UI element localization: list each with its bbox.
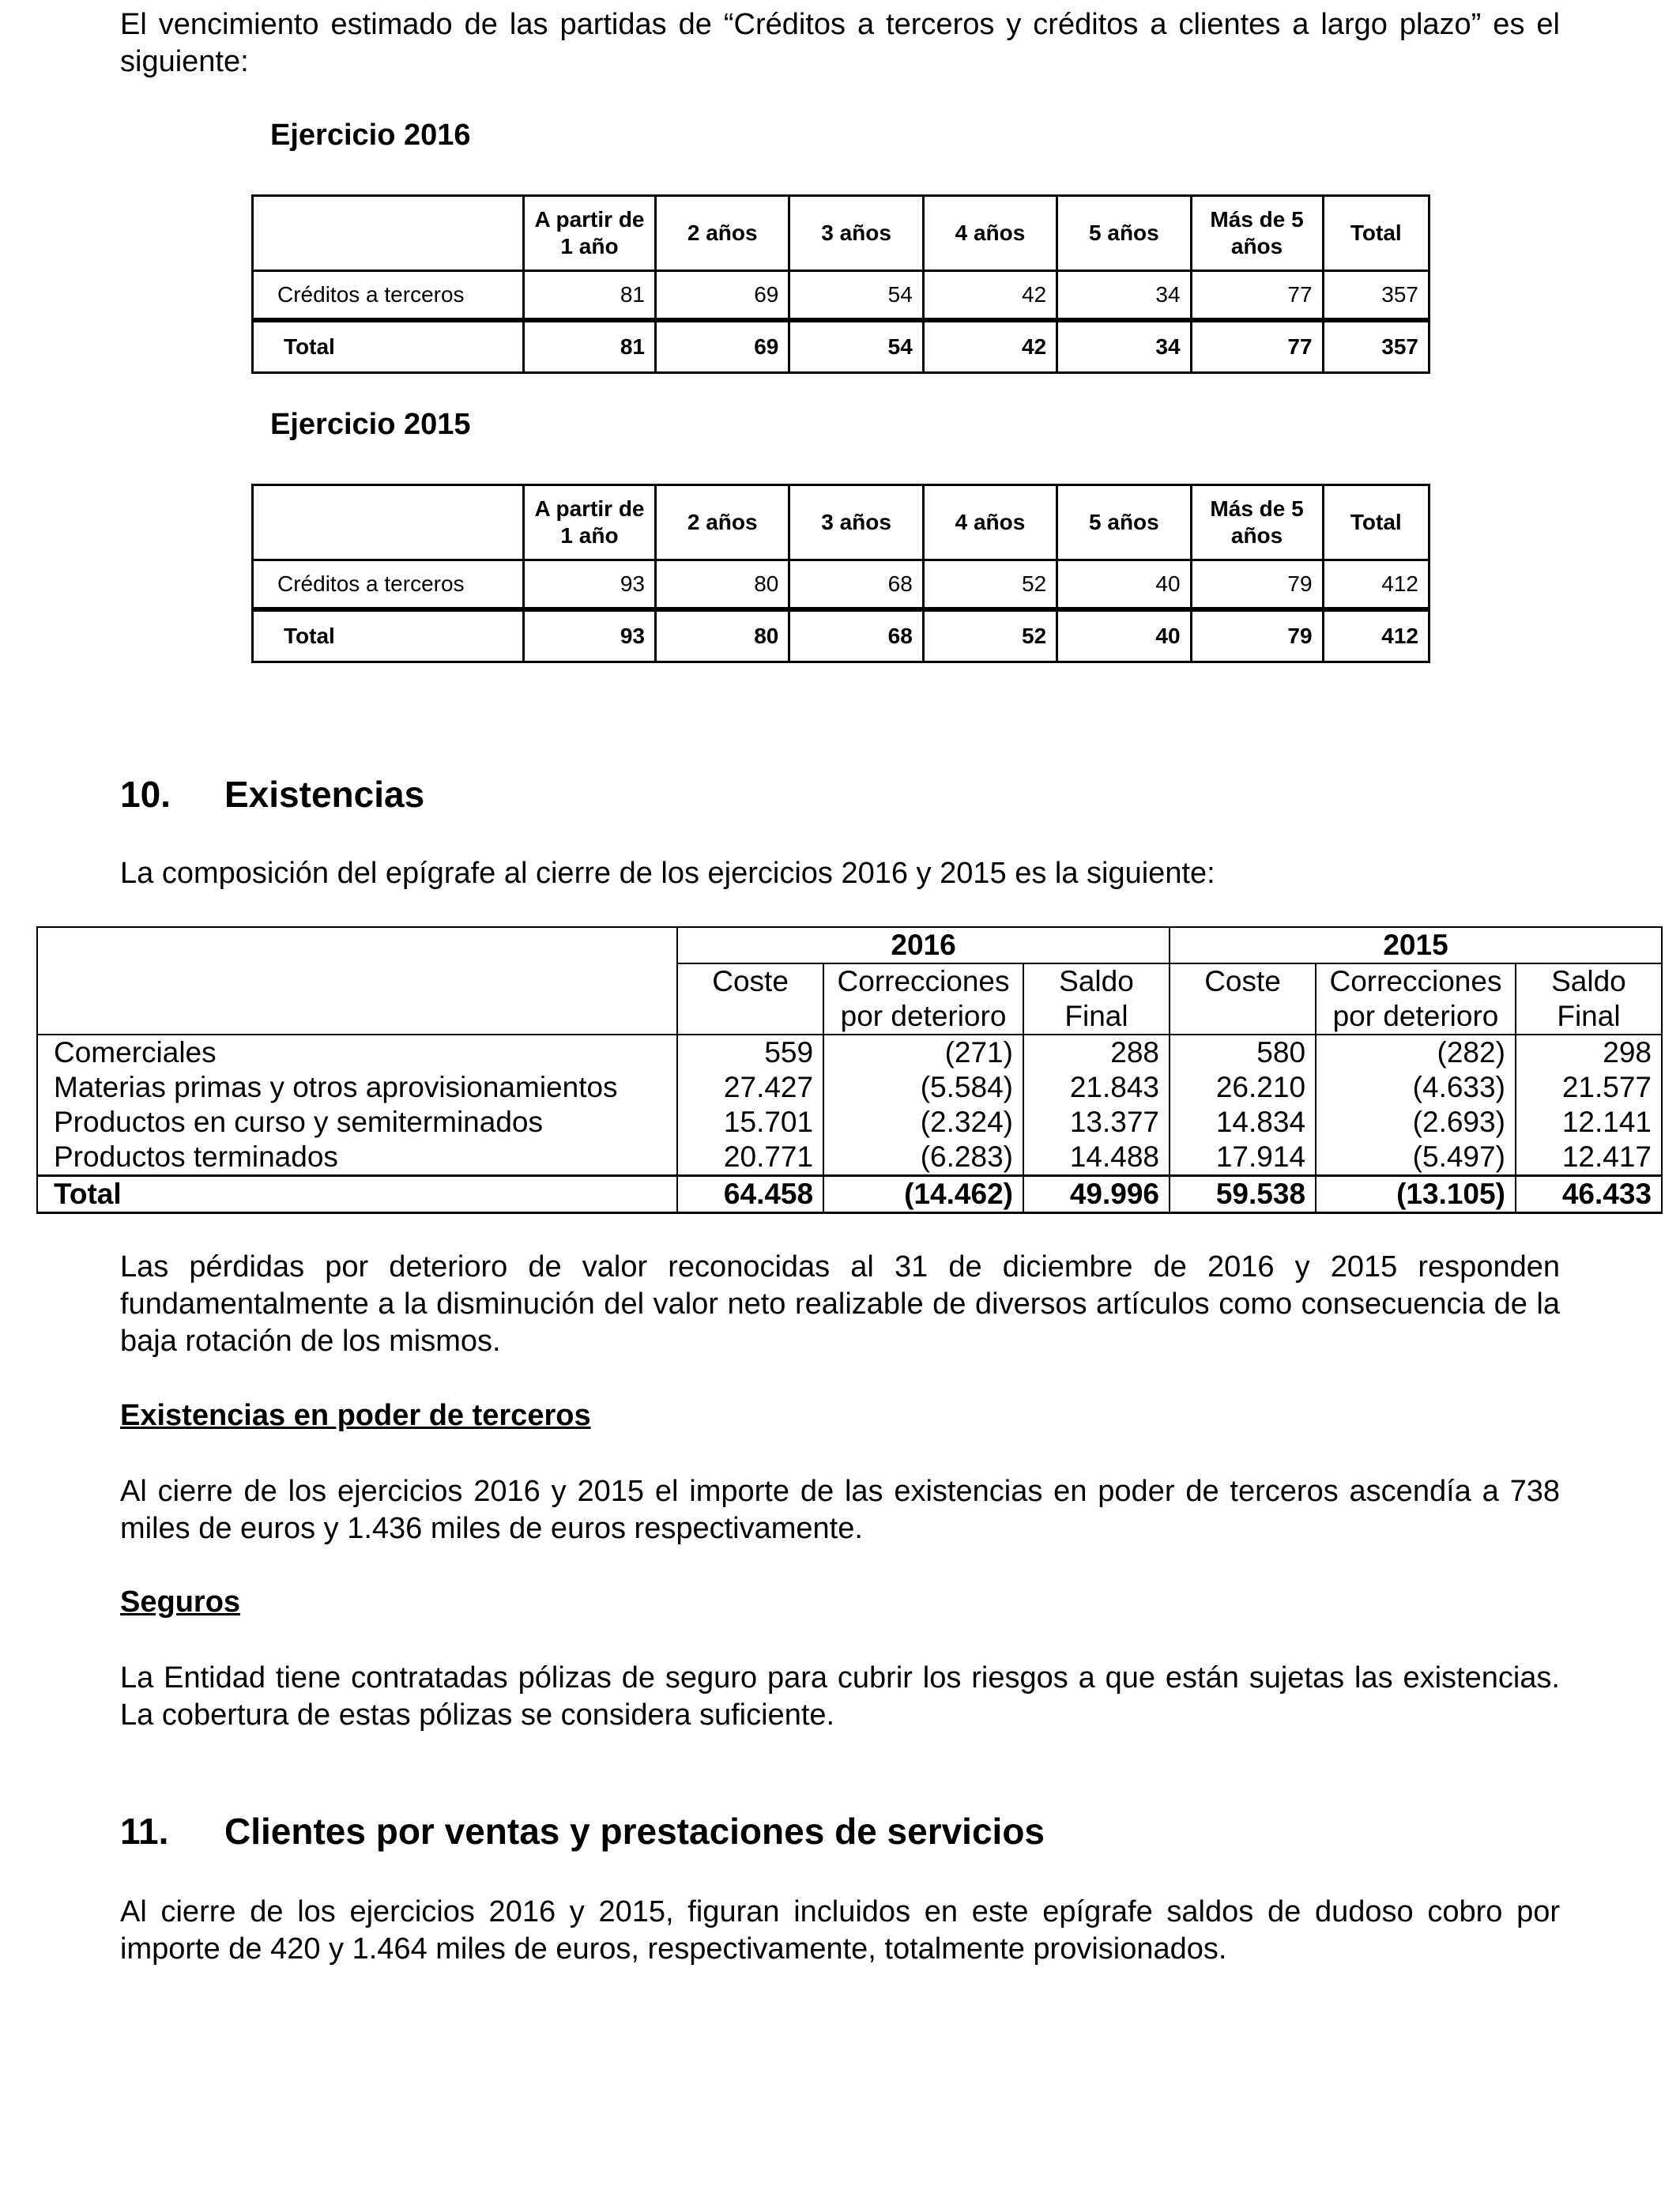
header-cell: 5 años <box>1057 196 1191 271</box>
table-cell: 34 <box>1057 320 1191 373</box>
section-11-heading <box>120 1810 1045 1853</box>
row-label: Productos en curso y semiterminados <box>37 1105 677 1140</box>
table-cell: 54 <box>789 271 923 321</box>
table-cell: 68 <box>789 560 923 610</box>
table-header-row <box>253 485 1430 560</box>
total-label: Total <box>253 320 524 373</box>
table-cell: (2.693) <box>1316 1105 1516 1140</box>
intro-paragraph: El vencimiento estimado de las partidas de “Créditos a terceros y créditos a clientes a largo plazo” es el siguiente: <box>120 8 1560 78</box>
table-row <box>37 1035 1662 1070</box>
table-cell: 288 <box>1023 1035 1170 1070</box>
table-row <box>37 1140 1662 1176</box>
table-cell: 93 <box>524 609 656 662</box>
col-saldo-final: Saldo Final <box>1516 963 1662 1035</box>
section-10-heading <box>120 773 424 816</box>
section-number: 10. <box>120 774 171 815</box>
section-title: Existencias <box>224 774 425 815</box>
row-label: Comerciales <box>37 1035 677 1070</box>
section-11-paragraph: Al cierre de los ejercicios 2016 y 2015, figuran incluidos en este epígrafe saldos de dudoso cobro por importe de 420 y 1.464 miles de euros, respectivamente, totalmente provisionados. <box>120 1895 1560 1966</box>
total-label: Total <box>37 1176 677 1213</box>
table-cell: 59.538 <box>1170 1176 1316 1213</box>
table-cell: 81 <box>524 271 656 321</box>
table-cell: 79 <box>1191 560 1323 610</box>
table-cell: 559 <box>677 1035 823 1070</box>
table-cell: 13.377 <box>1023 1105 1170 1140</box>
table-cell: 80 <box>656 560 789 610</box>
total-label: Total <box>253 609 524 662</box>
row-label: Créditos a terceros <box>253 271 524 321</box>
col-coste: Coste <box>677 963 823 1035</box>
table-cell: (271) <box>823 1035 1023 1070</box>
header-blank-cell <box>37 927 677 1035</box>
table-cell: 412 <box>1323 560 1429 610</box>
table-cell: 26.210 <box>1170 1070 1316 1105</box>
table-row <box>253 560 1430 610</box>
table-cell: (4.633) <box>1316 1070 1516 1105</box>
table-cell: 40 <box>1057 609 1191 662</box>
table-cell: 42 <box>923 320 1057 373</box>
table-cell: 17.914 <box>1170 1140 1316 1176</box>
table-cell: 357 <box>1323 271 1429 321</box>
total-row <box>253 609 1430 662</box>
year-header-row <box>37 927 1662 963</box>
table-cell: 21.577 <box>1516 1070 1662 1105</box>
table-cell: 580 <box>1170 1035 1316 1070</box>
header-blank-cell <box>253 485 524 560</box>
table-cell: 21.843 <box>1023 1070 1170 1105</box>
subsection-seguros-title: Seguros <box>120 1585 241 1619</box>
ejercicio-2016-title: Ejercicio 2016 <box>270 119 471 152</box>
table-header-row <box>253 196 1430 271</box>
header-cell: 3 años <box>789 196 923 271</box>
table-cell: 54 <box>789 320 923 373</box>
maturity-table-2015 <box>251 484 1430 663</box>
table-cell: 93 <box>524 560 656 610</box>
header-cell: Total <box>1323 485 1429 560</box>
table-cell: (282) <box>1316 1035 1516 1070</box>
table-cell: 80 <box>656 609 789 662</box>
table-cell: 12.417 <box>1516 1140 1662 1176</box>
year-header-2016: 2016 <box>677 927 1170 963</box>
table-cell: 15.701 <box>677 1105 823 1140</box>
header-cell: 4 años <box>923 196 1057 271</box>
col-coste: Coste <box>1170 963 1316 1035</box>
total-row <box>253 320 1430 373</box>
table-cell: 14.488 <box>1023 1140 1170 1176</box>
table-cell: 20.771 <box>677 1140 823 1176</box>
table-row <box>253 271 1430 321</box>
table-cell: 412 <box>1323 609 1429 662</box>
table-cell: 40 <box>1057 560 1191 610</box>
table-cell: (13.105) <box>1316 1176 1516 1213</box>
table-cell: (6.283) <box>823 1140 1023 1176</box>
table-cell: 69 <box>656 271 789 321</box>
header-cell: Más de 5 años <box>1191 196 1323 271</box>
header-cell: 3 años <box>789 485 923 560</box>
header-cell: 5 años <box>1057 485 1191 560</box>
col-correcciones: Correcciones por deterioro <box>823 963 1023 1035</box>
col-saldo-final: Saldo Final <box>1023 963 1170 1035</box>
header-cell: 2 años <box>656 485 789 560</box>
table-cell: 298 <box>1516 1035 1662 1070</box>
terceros-paragraph: Al cierre de los ejercicios 2016 y 2015 el importe de las existencias en poder de terceros ascendía a 738 miles de euros y 1.436 miles de euros respectivamente. <box>120 1475 1560 1545</box>
table-cell: 12.141 <box>1516 1105 1662 1140</box>
table-cell: (5.497) <box>1316 1140 1516 1176</box>
section-10-intro: La composición del epígrafe al cierre de los ejercicios 2016 y 2015 es la siguiente: <box>120 857 1215 890</box>
table-cell: 79 <box>1191 609 1323 662</box>
table-cell: 34 <box>1057 271 1191 321</box>
ejercicio-2015-title: Ejercicio 2015 <box>270 408 471 441</box>
table-cell: 69 <box>656 320 789 373</box>
section-title: Clientes por ventas y prestaciones de servicios <box>224 1811 1045 1852</box>
existencias-table <box>36 926 1663 1214</box>
table-cell: 14.834 <box>1170 1105 1316 1140</box>
col-correcciones: Correcciones por deterioro <box>1316 963 1516 1035</box>
year-header-2015: 2015 <box>1170 927 1662 963</box>
table-cell: 357 <box>1323 320 1429 373</box>
maturity-table-2016 <box>251 194 1430 374</box>
table-cell: 49.996 <box>1023 1176 1170 1213</box>
table-cell: 46.433 <box>1516 1176 1662 1213</box>
table-cell: 27.427 <box>677 1070 823 1105</box>
seguros-paragraph: La Entidad tiene contratadas pólizas de seguro para cubrir los riesgos a que están sujetas las existencias. La cobertura de estas pólizas se considera suficiente. <box>120 1661 1560 1732</box>
table-cell: (2.324) <box>823 1105 1023 1140</box>
header-cell: Más de 5 años <box>1191 485 1323 560</box>
header-cell: A partir de 1 año <box>524 196 656 271</box>
header-cell: Total <box>1323 196 1429 271</box>
subsection-terceros-title: Existencias en poder de terceros <box>120 1399 591 1432</box>
table-cell: 42 <box>923 271 1057 321</box>
table-row <box>37 1070 1662 1105</box>
section-number: 11. <box>120 1811 169 1852</box>
table-cell: 77 <box>1191 320 1323 373</box>
table-cell: 81 <box>524 320 656 373</box>
header-cell: 2 años <box>656 196 789 271</box>
deterioro-paragraph: Las pérdidas por deterioro de valor reconocidas al 31 de diciembre de 2016 y 2015 responden fundamentalmente a la disminución del valor neto realizable de diversos artículos como consecuencia de la baja rotación de los mismos. <box>120 1250 1560 1358</box>
header-blank-cell <box>253 196 524 271</box>
row-label: Créditos a terceros <box>253 560 524 610</box>
row-label: Productos terminados <box>37 1140 677 1176</box>
header-cell: 4 años <box>923 485 1057 560</box>
row-label: Materias primas y otros aprovisionamientos <box>37 1070 677 1105</box>
table-row <box>37 1105 1662 1140</box>
table-cell: 52 <box>923 609 1057 662</box>
table-cell: 77 <box>1191 271 1323 321</box>
table-cell: 64.458 <box>677 1176 823 1213</box>
table-cell: (14.462) <box>823 1176 1023 1213</box>
table-cell: 68 <box>789 609 923 662</box>
total-row <box>37 1176 1662 1213</box>
table-cell: 52 <box>923 560 1057 610</box>
table-cell: (5.584) <box>823 1070 1023 1105</box>
header-cell: A partir de 1 año <box>524 485 656 560</box>
